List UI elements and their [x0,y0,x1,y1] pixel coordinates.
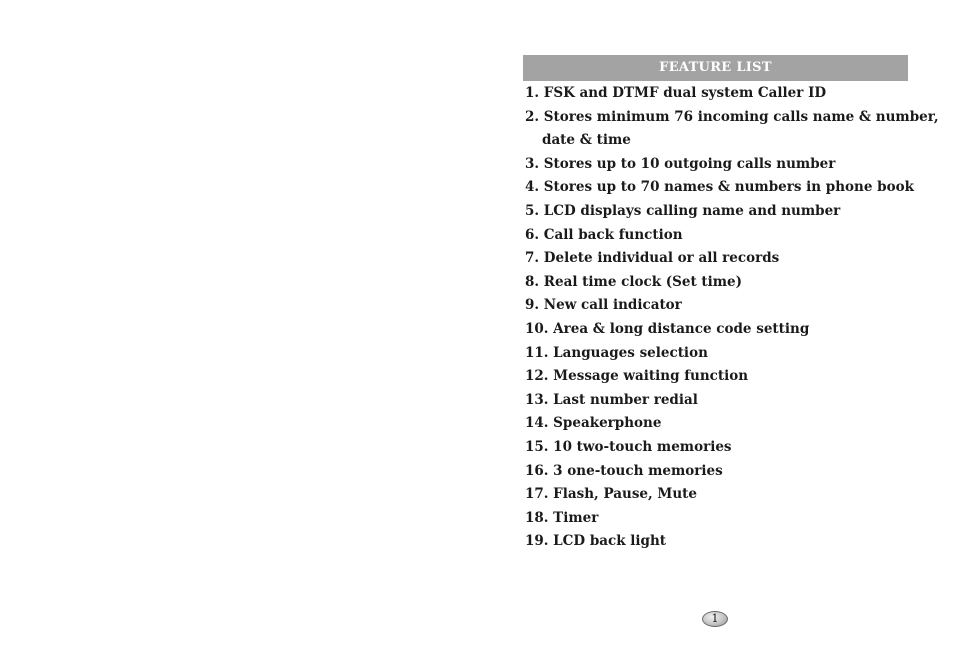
feature-item: 19. LCD back light [525,533,667,550]
feature-item-continuation-text: date & time [542,132,631,149]
feature-item: 8. Real time clock (Set time) [525,273,743,290]
feature-item: 6. Call back function [525,226,683,243]
feature-item: 11. Languages selection [525,344,708,361]
feature-item: 4. Stores up to 70 names & numbers in phone book [525,179,914,196]
feature-item: 9. New call indicator [525,297,682,314]
feature-item: 2. Stores minimum 76 incoming calls name & number, [525,108,939,125]
feature-item-continuation [525,129,905,153]
feature-item: 16. 3 one-touch memories [525,462,723,479]
feature-item: 10. Area & long distance code setting [525,320,810,337]
feature-item: 5. LCD displays calling name and number [525,202,841,219]
feature-item: 17. Flash, Pause, Mute [525,486,697,503]
feature-item: 3. Stores up to 10 outgoing calls number [525,155,836,172]
feature-item: 7. Delete individual or all records [525,250,780,267]
feature-item: 1. FSK and DTMF dual system Caller ID [525,85,827,101]
page-number-badge: 1 [702,611,728,627]
feature-item: 15. 10 two-touch memories [525,438,732,455]
feature-list [525,82,939,554]
feature-item: 13. Last number redial [525,391,698,408]
feature-item: 18. Timer [525,509,599,526]
feature-list-header: FEATURE LIST [523,55,908,81]
feature-item: 12. Message waiting function [525,368,749,385]
feature-item: 14. Speakerphone [525,415,662,432]
